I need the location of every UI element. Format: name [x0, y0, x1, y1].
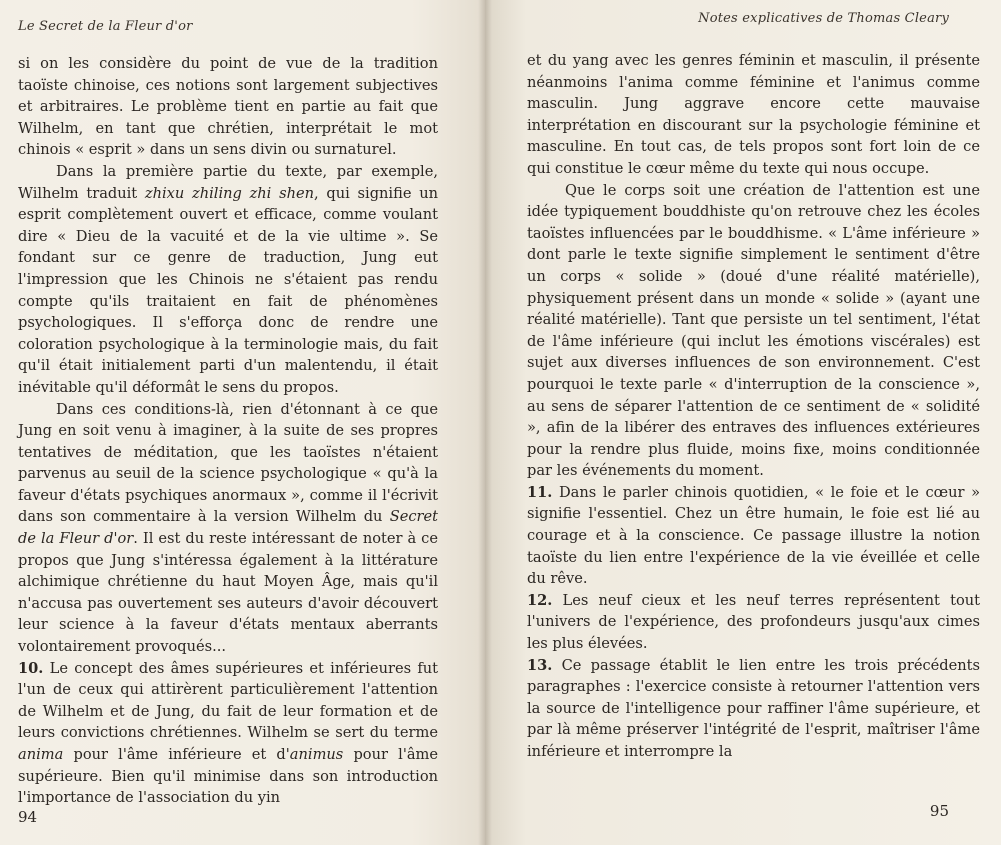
note-text: Ce passage établit le lien entre les trois précédents paragraphes : l'exercice consiste à retourner l'attention vers la source de l'intelligence pour raffiner l'âme supérieure, et par là même préserver l'intégrité de l'esprit, maîtriser l'âme inférieure et interrompre la	[527, 656, 980, 760]
paragraph-text: Dans la première partie du texte, par exemple, Wilhelm traduit	[18, 162, 438, 202]
note-11	[527, 482, 980, 590]
paragraph-text: . Il est du reste intéressant de noter à ce propos que Jung s'intéressa également à la littérature alchimique chrétienne du haut Moyen Âge, mais qu'il n'accusa pas ouvertement ses auteurs d'avoir découvert leur science à la faveur d'états mentaux aberrants volontairement provoqués...	[18, 530, 438, 656]
note-text: Le concept des âmes supérieures et inférieures fut l'un de ceux qui attirèrent particulièrement l'attention de Wilhelm et de Jung, du fait de leur formation et de leurs convictions chrétiennes. Wilhelm se sert du terme	[18, 659, 438, 742]
paragraph	[527, 180, 980, 482]
note-10	[18, 658, 438, 809]
chinese-term: zhixu zhiling zhi shen	[144, 184, 315, 202]
note-13	[527, 655, 980, 763]
paragraph	[18, 399, 438, 658]
paragraph-text: Dans ces conditions-là, rien d'étonnant à ce que Jung en soit venu à imaginer, à la suite de ses propres tentatives de méditation, que les taoïstes n'étaient parvenus au seuil de la science psychologique « qu'à la faveur d'états psychiques anormaux », comme il l'écrivit dans son commentaire à la version Wilhelm du	[18, 400, 438, 526]
note-number: 10.	[18, 659, 44, 677]
paragraph	[18, 53, 438, 161]
right-page	[485, 0, 1001, 845]
book-title: Secret de la Fleur d'or	[18, 508, 438, 548]
term-animus: animus	[289, 746, 344, 763]
note-number: 12.	[527, 591, 553, 609]
note-text: pour l'âme inférieure et d'	[63, 746, 290, 763]
note-number: 13.	[527, 656, 553, 674]
paragraph-text: si on les considère du point de vue de la tradition taoïste chinoise, ces notions sont largement subjectives et arbitraires. Le problème tient en partie au fait que Wilhelm, en tant que chrétien, interprétait le mot chinois « esprit » dans un sens divin ou surnaturel.	[18, 55, 438, 159]
left-page	[0, 0, 485, 845]
running-head-right: Notes explicatives de Thomas Cleary	[698, 11, 949, 26]
right-text-block	[527, 50, 980, 763]
paragraph	[527, 50, 980, 180]
running-head-left: Le Secret de la Fleur d'or	[18, 19, 193, 34]
paragraph-text: et du yang avec les genres féminin et masculin, il présente néanmoins l'anima comme féminine et l'animus comme masculin. Jung aggrave encore cette mauvaise interprétation en discourant sur la psychologie féminine et masculine. En tout cas, de tels propos sont fort loin de ce qui constitue le cœur même du texte qui nous occupe.	[527, 52, 980, 177]
page-number-right: 95	[929, 802, 949, 820]
paragraph-text: Que le corps soit une création de l'attention est une idée typiquement bouddhiste qu'on retrouve chez les écoles taoïstes influencées par le bouddhisme. « L'âme inférieure » dont parle le texte signifie simplement le sentiment d'être un corps « solide » (doué d'une réalité matérielle), physiquement présent dans un monde « solide » (ayant une réalité matérielle). Tant que persiste un tel sentiment, l'état de l'âme inférieure (qui inclut les émotions viscérales) est sujet aux diverses influences de son environnement. C'est pourquoi le texte parle « d'interruption de la conscience », au sens de séparer l'attention de ce sentiment de « solidité », afin de la libérer des entraves des influences extérieures pour la rendre plus fluide, moins fixe, moins conditionnée par les événements du moment.	[527, 181, 980, 480]
note-text: Dans le parler chinois quotidien, « le foie et le cœur » signifie l'essentiel. Chez un être humain, le foie est lié au courage et à la conscience. Ce passage illustre la notion taoïste du lien entre l'expérience de la vie éveillée et celle du rêve.	[527, 483, 980, 588]
note-12	[527, 590, 980, 655]
note-number: 11.	[527, 483, 553, 501]
paragraph-text: , qui signifie un esprit complètement ouvert et efficace, comme voulant dire « Dieu de la vacuité et de la vie ultime ». Se fondant sur ce genre de traduction, Jung eut l'impression que les Chinois ne s'étaient pas rendu compte qu'ils traitaient en fait de phénomènes psychologiques. Il s'efforça donc de rendre une coloration psychologique à la terminologie mais, du fait qu'il était initialement parti d'un malentendu, il était inévitable qu'il déformât le sens du propos.	[18, 184, 439, 396]
note-text: Les neuf cieux et les neuf terres représentent tout l'univers de l'expérience, des profondeurs jusqu'aux cimes les plus élevées.	[527, 591, 980, 653]
note-text: pour l'âme supérieure. Bien qu'il minimise dans son introduction l'importance de l'association du yin	[18, 746, 439, 807]
left-text-block	[18, 53, 438, 809]
term-anima: anima	[18, 746, 64, 763]
page-number-left: 94	[18, 808, 38, 826]
paragraph	[18, 161, 438, 399]
